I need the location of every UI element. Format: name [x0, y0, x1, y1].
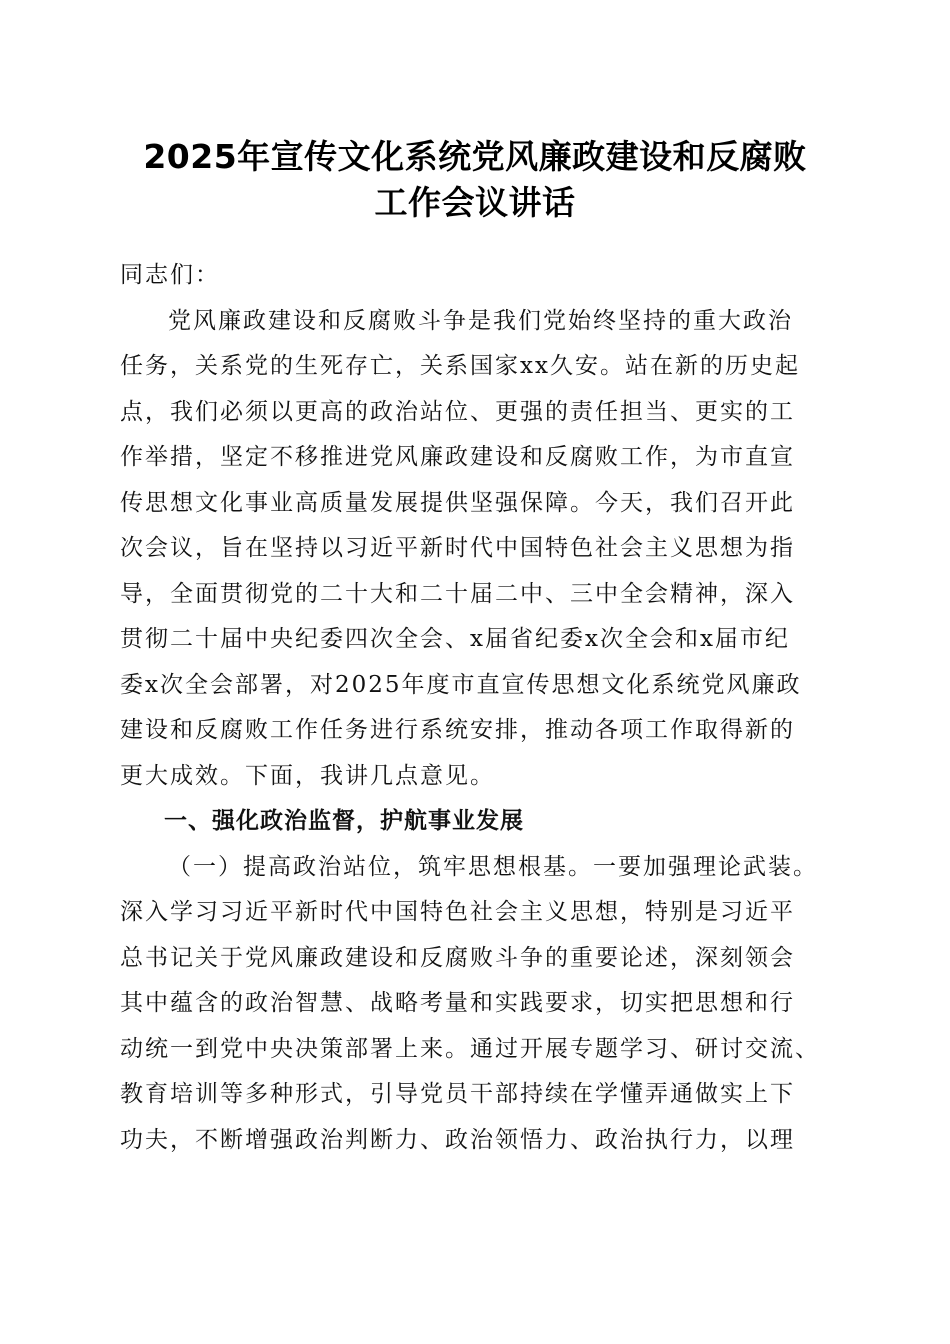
- document-title: [100, 134, 850, 226]
- intro-line: 点，我们必须以更高的政治站位、更强的责任担当、更实的工: [120, 398, 795, 425]
- title-line-1: 2025年宣传文化系统党风廉政建设和反腐败: [143, 137, 807, 176]
- salutation: 同志们：: [120, 262, 220, 288]
- intro-line: 贯彻二十届中央纪委四次全会、x届省纪委x次全会和x届市纪: [120, 626, 790, 652]
- section-para-line: 教育培训等多种形式，引导党员干部持续在学懂弄通做实上下: [120, 1081, 795, 1107]
- intro-line: 次会议，旨在坚持以习近平新时代中国特色社会主义思想为指: [120, 535, 795, 561]
- intro-line: 建设和反腐败工作任务进行系统安排，推动各项工作取得新的: [120, 717, 795, 743]
- document-body: [120, 253, 840, 1163]
- section-para-line: 深入学习习近平新时代中国特色社会主义思想，特别是习近平: [120, 899, 795, 925]
- intro-line: 任务，关系党的生死存亡，关系国家xx久安。站在新的历史起: [120, 353, 800, 379]
- intro-line: 导，全面贯彻党的二十大和二十届二中、三中全会精神，深入: [120, 580, 795, 607]
- intro-line: 作举措，坚定不移推进党风廉政建设和反腐败工作，为市直宣: [120, 444, 795, 470]
- section-para-line: 总书记关于党风廉政建设和反腐败斗争的重要论述，深刻领会: [120, 944, 795, 971]
- intro-line: 更大成效。下面，我讲几点意见。: [120, 762, 495, 789]
- title-line-2: 工作会议讲话: [374, 183, 576, 222]
- section-para-line: （一）提高政治站位，筑牢思想根基。一要加强理论武装。: [168, 853, 818, 880]
- intro-line: 党风廉政建设和反腐败斗争是我们党始终坚持的重大政治: [168, 307, 793, 334]
- intro-line: 委x次全会部署，对2025年度市直宣传思想文化系统党风廉政: [120, 671, 802, 698]
- section-para-line: 动统一到党中央决策部署上来。通过开展专题学习、研讨交流、: [120, 1035, 820, 1062]
- intro-line: 传思想文化事业高质量发展提供坚强保障。今天，我们召开此: [120, 489, 795, 516]
- section-para-line: 其中蕴含的政治智慧、战略考量和实践要求，切实把思想和行: [120, 990, 795, 1016]
- section-para-line: 功夫，不断增强政治判断力、政治领悟力、政治执行力，以理: [120, 1126, 795, 1153]
- section-heading: 一、强化政治监督，护航事业发展: [164, 808, 524, 834]
